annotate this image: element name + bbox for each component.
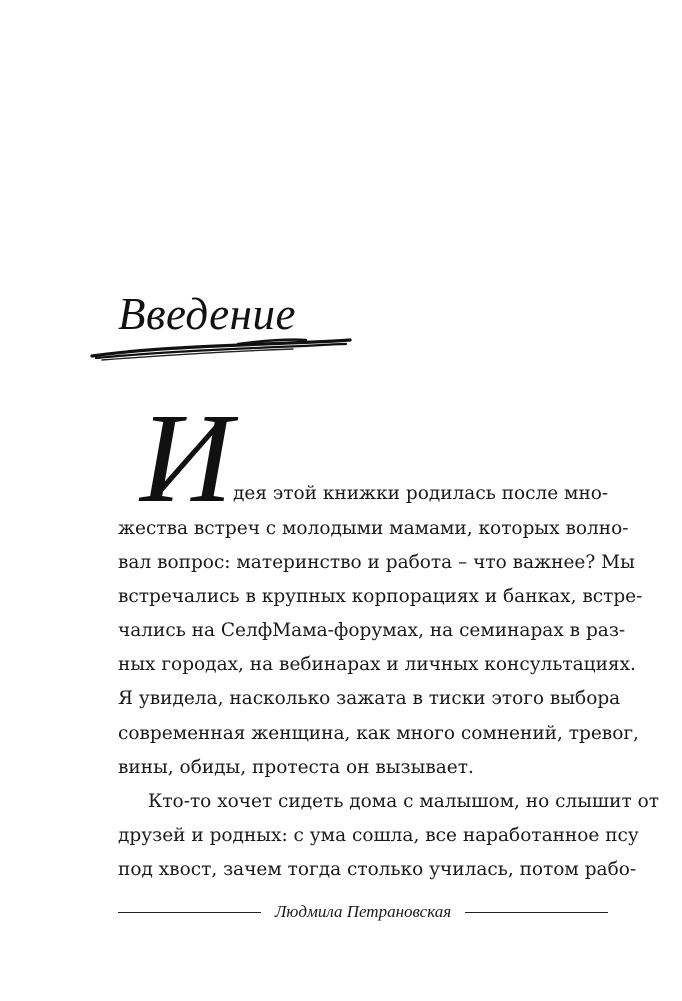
brush-stroke-underline	[88, 334, 353, 364]
paragraph-line: жества встреч с молодыми мамами, которых волно-	[118, 518, 629, 539]
paragraph-line: дея этой книжки родилась после мно-	[233, 483, 609, 504]
paragraph-line: друзей и родных: с ума сошла, все наработанное псу	[118, 825, 639, 846]
paragraph-line: вины, обиды, протеста он вызывает.	[118, 757, 474, 778]
paragraph-line: чались на СелфМама-форумах, на семинарах в раз-	[118, 620, 626, 641]
footer-rule-left	[118, 912, 261, 913]
paragraph-line: Я увидела, насколько зажата в тиски этого выбора	[118, 688, 621, 709]
paragraph-line: Кто-то хочет сидеть дома с малышом, но слышит от	[148, 791, 659, 812]
paragraph-line: ных городах, на вебинарах и личных консультациях.	[118, 654, 636, 675]
drop-cap: И	[140, 387, 233, 529]
paragraph-line: встречались в крупных корпорациях и банках, встре-	[118, 586, 643, 607]
paragraph-line: вал вопрос: материнство и работа – что важнее? Мы	[118, 552, 635, 573]
chapter-title: Введение	[118, 289, 296, 339]
paragraph-line: под хвост, зачем тогда столько училась, потом рабо-	[118, 859, 637, 880]
footer-rule-right	[465, 912, 608, 913]
footer-author-name: Людмила Петрановская	[274, 902, 452, 921]
paragraph-line: современная женщина, как много сомнений, тревог,	[118, 723, 639, 744]
running-footer	[118, 902, 608, 922]
